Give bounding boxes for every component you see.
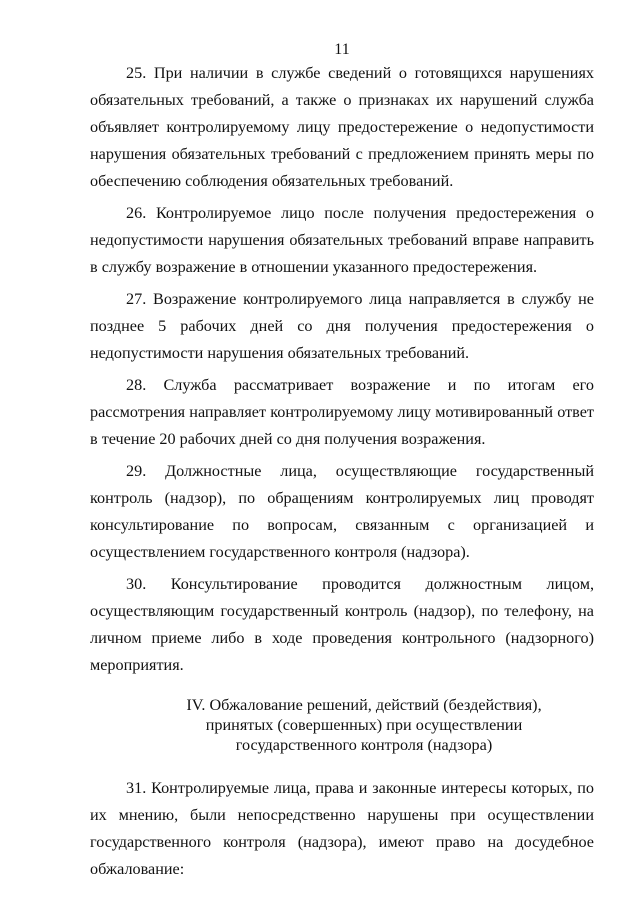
section-heading-line: IV. Обжалование решений, действий (бездействия),	[186, 696, 542, 714]
document-body	[90, 60, 594, 888]
paragraph-31: 31. Контролируемые лица, права и законные интересы которых, по их мнению, были непосредственно нарушены при осуществлении государственного контроля (надзора), имеют право на досудебное обжалование:	[90, 779, 594, 878]
section-heading-line: принятых (совершенных) при осуществлении	[205, 716, 523, 734]
paragraph-26: 26. Контролируемое лицо после получения предостережения о недопустимости нарушения обязательных требований вправе направить в службу возражение в отношении указанного предостережения.	[90, 204, 594, 276]
paragraph-27: 27. Возражение контролируемого лица направляется в службу не позднее 5 рабочих дней со дня получения предостережения о недопустимости нарушения обязательных требований.	[90, 290, 594, 362]
paragraph-25: 25. При наличии в службе сведений о готовящихся нарушениях обязательных требований, а также о признаках их нарушений служба объявляет контролируемому лицу предостережение о недопустимости нарушения обязательных требований с предложением принять меры по обеспечению соблюдения обязательных требований.	[90, 64, 594, 190]
paragraph-30: 30. Консультирование проводится должностным лицом, осуществляющим государственный контроль (надзор), по телефону, на личном приеме либо в ходе проведения контрольного (надзорного) мероприятия.	[90, 575, 594, 674]
paragraph-29: 29. Должностные лица, осуществляющие государственный контроль (надзор), по обращениям контролируемых лиц проводят консультирование по вопросам, связанным с организацией и осуществлением государственного контроля (надзора).	[90, 462, 594, 561]
section-heading-line: государственного контроля (надзора)	[235, 736, 493, 754]
paragraph-28: 28. Служба рассматривает возражение и по итогам его рассмотрения направляет контролируемому лицу мотивированный ответ в течение 20 рабочих дней со дня получения возражения.	[90, 376, 594, 448]
page-number: 11	[334, 41, 350, 58]
section-heading	[90, 695, 594, 755]
